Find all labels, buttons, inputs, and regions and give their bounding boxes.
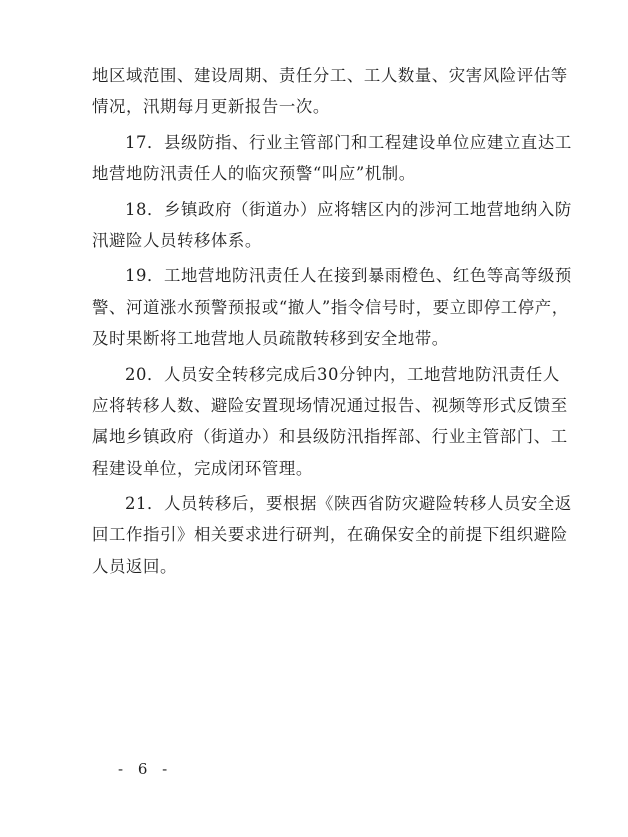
text-line: 20．人员安全转移完成后30分钟内，工地营地防汛责任人 <box>125 364 560 384</box>
paragraph-16-continued <box>92 60 568 123</box>
document-body <box>92 60 572 582</box>
text-line: 地区域范围、建设周期、责任分工、工人数量、灾害风险评估等 <box>92 66 568 85</box>
text-line: 及时果断将工地营地人员疏散转移到安全地带。 <box>92 329 449 349</box>
text-line: 汛避险人员转移体系。 <box>92 230 262 250</box>
text-line: 情况，汛期每月更新报告一次。 <box>92 97 330 117</box>
text-line: 警、河道涨水预警预报或“撤人”指令信号时，要立即停工停产， <box>92 297 569 317</box>
paragraph-21 <box>92 488 572 582</box>
paragraph-17 <box>92 127 572 190</box>
paragraph-18 <box>92 194 572 257</box>
text-line: 21．人员转移后，要根据《陕西省防灾避险转移人员安全返 <box>125 494 572 514</box>
text-line: 19．工地营地防汛责任人在接到暴雨橙色、红色等高等级预 <box>125 266 572 286</box>
text-line: 人员返回。 <box>92 556 177 576</box>
text-line: 应将转移人数、避险安置现场情况通过报告、视频等形式反馈至 <box>92 395 568 415</box>
paragraph-20 <box>92 359 568 485</box>
page-number: - 6 - <box>118 760 173 778</box>
text-line: 17．县级防指、行业主管部门和工程建设单位应建立直达工 <box>125 132 572 152</box>
paragraph-19 <box>92 260 572 354</box>
text-line: 程建设单位，完成闭环管理。 <box>92 458 313 478</box>
text-line: 回工作指引》相关要求进行研判，在确保安全的前提下组织避险 <box>92 525 568 545</box>
text-line: 18．乡镇政府（街道办）应将辖区内的涉河工地营地纳入防 <box>125 199 572 219</box>
text-line: 属地乡镇政府（街道办）和县级防汛指挥部、行业主管部门、工 <box>92 427 568 447</box>
text-line: 地营地防汛责任人的临灾预警“叫应”机制。 <box>92 164 416 184</box>
